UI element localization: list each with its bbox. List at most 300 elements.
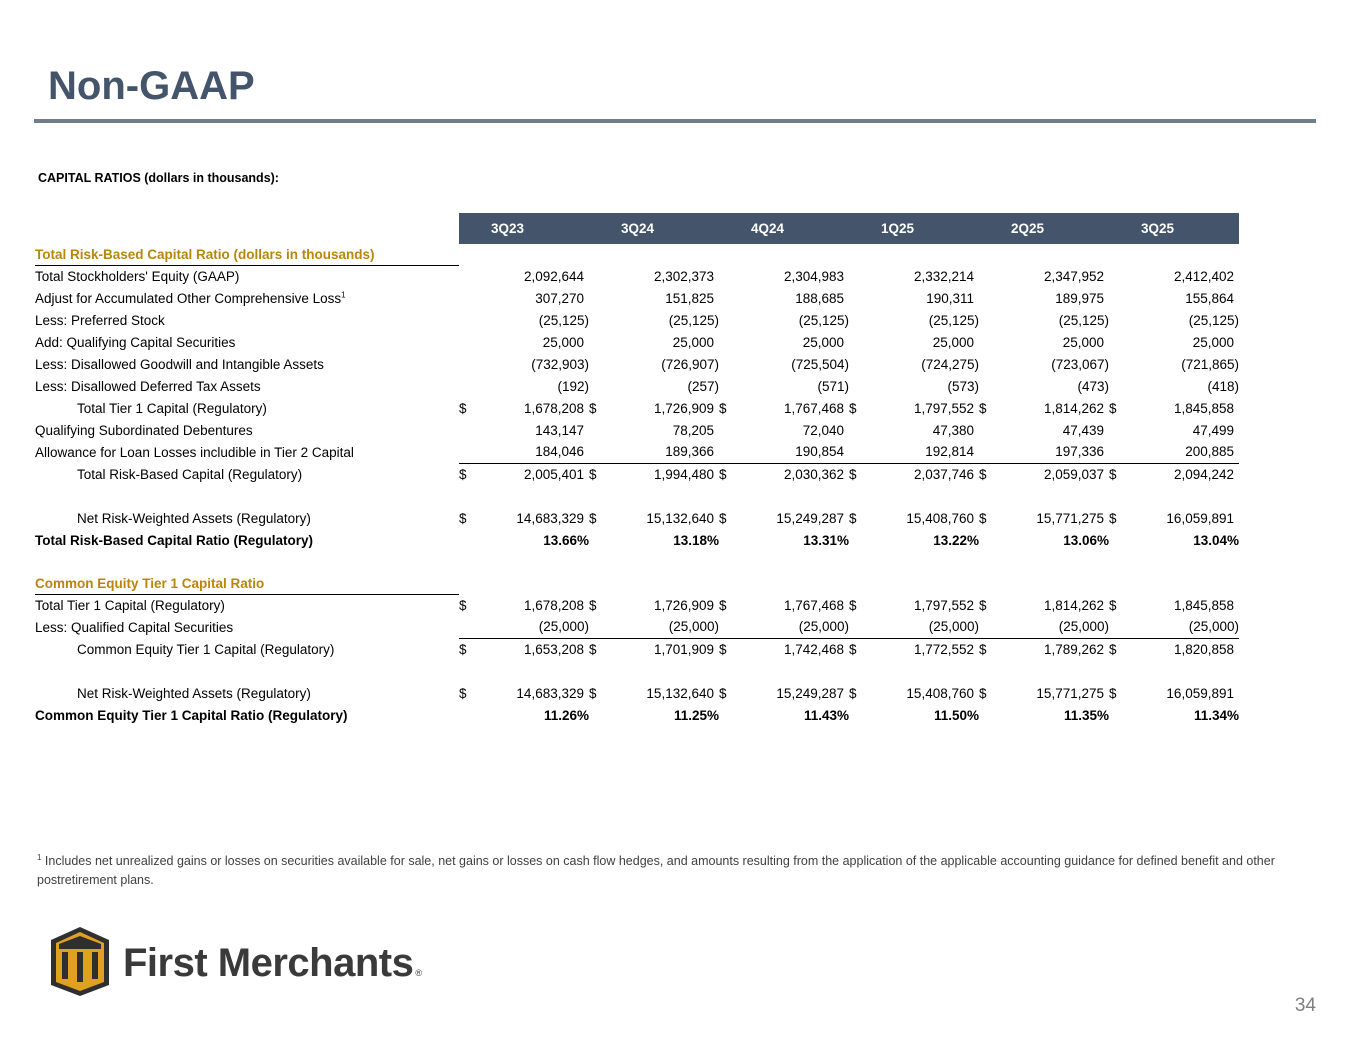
value-cell	[1123, 353, 1239, 375]
dollar-sign: $	[979, 641, 987, 657]
cell-value: (25,125)	[1058, 312, 1109, 328]
value-cell	[863, 616, 979, 638]
cell-value: 2,005,401	[523, 466, 584, 482]
building-columns-icon	[49, 925, 111, 997]
dollar-sign	[589, 616, 603, 638]
dollar-sign	[1109, 441, 1123, 463]
empty-cell	[733, 573, 849, 594]
period-header: 1Q25	[849, 213, 979, 244]
section-heading: Total Risk-Based Capital Ratio (dollars in thousands)	[35, 244, 459, 265]
dollar-sign	[1109, 265, 1123, 287]
value-cell	[473, 704, 589, 726]
section-heading: Common Equity Tier 1 Capital Ratio	[35, 573, 459, 594]
value-cell	[473, 287, 589, 309]
cell-value: 16,059,891	[1166, 685, 1234, 701]
cell-value: 11.26%	[543, 707, 589, 723]
capital-ratios-table	[35, 213, 1239, 726]
value-cell	[733, 353, 849, 375]
empty-cell	[603, 573, 719, 594]
dollar-sign: $	[979, 400, 987, 416]
dollar-sign	[719, 441, 733, 463]
dollar-sign	[719, 704, 733, 726]
empty-cell	[849, 244, 863, 265]
dollar-sign	[979, 265, 993, 287]
spacer-row	[35, 485, 1239, 507]
dollar-sign: $	[589, 400, 597, 416]
row-label	[35, 265, 459, 287]
dollar-sign	[459, 704, 473, 726]
value-cell	[863, 463, 979, 485]
cell-value: (25,000)	[928, 619, 979, 635]
cell-value: (25,000)	[798, 619, 849, 635]
cell-value: 143,147	[535, 422, 584, 438]
cell-value: (25,125)	[668, 312, 719, 328]
cell-value: 197,336	[1055, 444, 1104, 460]
empty-cell	[1109, 244, 1123, 265]
dollar-sign: $	[719, 597, 727, 613]
period-header: 3Q24	[589, 213, 719, 244]
cell-value: 307,270	[535, 290, 584, 306]
value-cell	[863, 704, 979, 726]
value-cell	[733, 616, 849, 638]
value-cell	[473, 419, 589, 441]
cell-value: 15,249,287	[776, 685, 844, 701]
dollar-sign	[719, 353, 733, 375]
dollar-sign	[979, 309, 993, 331]
value-cell	[473, 353, 589, 375]
dollar-sign	[849, 419, 863, 441]
value-cell	[993, 463, 1109, 485]
dollar-sign	[459, 287, 473, 309]
value-cell	[1123, 441, 1239, 463]
cell-value: (25,125)	[538, 312, 589, 328]
page-number: 34	[1294, 995, 1316, 1016]
value-cell	[603, 704, 719, 726]
value-cell	[473, 529, 589, 551]
row-label-text: Less: Disallowed Deferred Tax Assets	[35, 378, 261, 394]
cell-value: 190,311	[926, 290, 974, 306]
table-row	[35, 463, 1239, 485]
empty-cell	[459, 244, 473, 265]
cell-value: 25,000	[802, 334, 844, 350]
dollar-sign: $	[1109, 597, 1117, 613]
row-label	[35, 331, 459, 353]
row-label	[35, 507, 459, 529]
dollar-sign: $	[589, 466, 597, 482]
value-cell	[863, 594, 979, 616]
dollar-sign: $	[459, 641, 467, 657]
value-cell	[993, 529, 1109, 551]
value-cell	[863, 353, 979, 375]
dollar-sign	[1109, 375, 1123, 397]
table-row	[35, 331, 1239, 353]
cell-value: 2,092,644	[523, 268, 584, 284]
footnote-mark: 1	[37, 853, 42, 862]
dollar-sign	[459, 441, 473, 463]
dollar-sign	[589, 309, 603, 331]
dollar-sign	[719, 309, 733, 331]
value-cell	[473, 594, 589, 616]
cell-value: 188,685	[795, 290, 844, 306]
cell-value: 78,205	[672, 422, 714, 438]
title-divider	[34, 119, 1316, 123]
row-label-text: Total Tier 1 Capital (Regulatory)	[35, 597, 225, 613]
empty-cell	[589, 244, 603, 265]
row-label-text: Adjust for Accumulated Other Comprehensive Loss	[35, 290, 342, 306]
value-cell	[1123, 616, 1239, 638]
dollar-sign: $	[849, 510, 857, 526]
section-caption: CAPITAL RATIOS (dollars in thousands):	[38, 171, 279, 185]
value-cell	[1123, 375, 1239, 397]
value-cell	[603, 507, 719, 529]
brand-logo	[49, 925, 422, 997]
cell-value: (25,000)	[538, 619, 589, 635]
dollar-sign	[459, 529, 473, 551]
section-heading-row	[35, 573, 1239, 594]
table-row	[35, 638, 1239, 660]
cell-value: 11.34%	[1193, 707, 1239, 723]
empty-cell	[1123, 244, 1239, 265]
dollar-sign	[459, 375, 473, 397]
spacer-cell	[35, 551, 1239, 573]
dollar-sign	[849, 375, 863, 397]
cell-value: 151,825	[665, 290, 714, 306]
value-cell	[993, 265, 1109, 287]
dollar-sign: $	[1109, 400, 1117, 416]
value-cell	[993, 287, 1109, 309]
value-cell	[863, 375, 979, 397]
cell-value: 1,820,858	[1173, 641, 1234, 657]
value-cell	[1123, 287, 1239, 309]
cell-value: (25,000)	[1058, 619, 1109, 635]
row-label-text: Net Risk-Weighted Assets (Regulatory)	[77, 510, 311, 526]
value-cell	[993, 309, 1109, 331]
dollar-sign: $	[459, 510, 467, 526]
value-cell	[1123, 463, 1239, 485]
cell-value: (726,907)	[661, 356, 719, 372]
cell-value: 14,683,329	[516, 510, 584, 526]
value-cell	[733, 704, 849, 726]
dollar-sign	[719, 375, 733, 397]
cell-value: 25,000	[1062, 334, 1104, 350]
empty-cell	[863, 244, 979, 265]
dollar-sign	[849, 616, 863, 638]
cell-value: 1,726,909	[653, 400, 714, 416]
cell-value: 1,726,909	[653, 597, 714, 613]
cell-value: 189,366	[665, 444, 714, 460]
cell-value: (25,125)	[1188, 312, 1239, 328]
value-cell	[993, 638, 1109, 660]
dollar-sign	[849, 353, 863, 375]
dollar-sign: $	[589, 597, 597, 613]
dollar-sign	[979, 353, 993, 375]
empty-cell	[459, 573, 473, 594]
cell-value: 11.25%	[673, 707, 719, 723]
dollar-sign	[589, 419, 603, 441]
value-cell	[863, 419, 979, 441]
value-cell	[993, 375, 1109, 397]
value-cell	[473, 331, 589, 353]
value-cell	[993, 419, 1109, 441]
cell-value: 1,845,858	[1173, 597, 1234, 613]
row-label-text: Add: Qualifying Capital Securities	[35, 334, 236, 350]
cell-value: 2,059,037	[1043, 466, 1104, 482]
value-cell	[733, 309, 849, 331]
cell-value: 13.18%	[673, 532, 719, 548]
value-cell	[733, 463, 849, 485]
cell-value: 1,678,208	[523, 400, 584, 416]
table-row	[35, 594, 1239, 616]
dollar-sign	[979, 704, 993, 726]
dollar-sign: $	[459, 400, 467, 416]
dollar-sign: $	[719, 641, 727, 657]
dollar-sign: $	[979, 466, 987, 482]
dollar-sign	[589, 529, 603, 551]
row-label	[35, 463, 459, 485]
cell-value: 190,854	[795, 444, 844, 460]
spacer-row	[35, 660, 1239, 682]
value-cell	[603, 331, 719, 353]
dollar-sign	[719, 529, 733, 551]
cell-value: 13.22%	[933, 532, 979, 548]
dollar-sign	[589, 375, 603, 397]
value-cell	[863, 397, 979, 419]
value-cell	[603, 265, 719, 287]
value-cell	[993, 616, 1109, 638]
value-cell	[863, 638, 979, 660]
value-cell	[473, 638, 589, 660]
dollar-sign	[979, 331, 993, 353]
value-cell	[473, 375, 589, 397]
cell-value: 1,797,552	[913, 400, 974, 416]
dollar-sign	[1109, 616, 1123, 638]
dollar-sign	[719, 419, 733, 441]
dollar-sign: $	[719, 685, 727, 701]
dollar-sign	[459, 309, 473, 331]
dollar-sign: $	[979, 597, 987, 613]
dollar-sign	[1109, 309, 1123, 331]
cell-value: 13.66%	[543, 532, 589, 548]
footnote-reference: 1	[341, 290, 346, 299]
row-label-text: Less: Qualified Capital Securities	[35, 619, 234, 635]
table-row	[35, 265, 1239, 287]
value-cell	[863, 529, 979, 551]
value-cell	[1123, 331, 1239, 353]
cell-value: 47,499	[1192, 422, 1234, 438]
cell-value: 25,000	[1192, 334, 1234, 350]
dollar-sign	[979, 441, 993, 463]
table-row	[35, 419, 1239, 441]
dollar-sign: $	[589, 641, 597, 657]
dollar-sign	[589, 441, 603, 463]
empty-cell	[1109, 573, 1123, 594]
period-header-row	[35, 213, 1239, 244]
dollar-sign: $	[589, 510, 597, 526]
value-cell	[733, 265, 849, 287]
cell-value: (25,000)	[668, 619, 719, 635]
value-cell	[733, 331, 849, 353]
dollar-sign	[1109, 353, 1123, 375]
cell-value: (571)	[817, 378, 849, 394]
cell-value: 15,132,640	[646, 510, 714, 526]
value-cell	[473, 463, 589, 485]
value-cell	[1123, 397, 1239, 419]
value-cell	[603, 375, 719, 397]
value-cell	[1123, 309, 1239, 331]
value-cell	[1123, 638, 1239, 660]
value-cell	[863, 265, 979, 287]
empty-cell	[863, 573, 979, 594]
cell-value: 155,864	[1185, 290, 1234, 306]
table-row	[35, 353, 1239, 375]
value-cell	[993, 397, 1109, 419]
value-cell	[603, 287, 719, 309]
value-cell	[733, 638, 849, 660]
cell-value: (25,125)	[928, 312, 979, 328]
dollar-sign	[849, 441, 863, 463]
table-row	[35, 287, 1239, 309]
dollar-sign	[979, 287, 993, 309]
cell-value: 15,408,760	[906, 685, 974, 701]
row-label-text: Net Risk-Weighted Assets (Regulatory)	[77, 685, 311, 701]
value-cell	[603, 397, 719, 419]
table-row	[35, 441, 1239, 463]
cell-value: 1,994,480	[653, 466, 714, 482]
value-cell	[1123, 529, 1239, 551]
value-cell	[733, 419, 849, 441]
empty-cell	[993, 573, 1109, 594]
cell-value: 2,302,373	[653, 268, 714, 284]
value-cell	[603, 616, 719, 638]
row-label	[35, 287, 459, 309]
dollar-sign: $	[849, 466, 857, 482]
dollar-sign	[719, 265, 733, 287]
value-cell	[603, 353, 719, 375]
cell-value: (257)	[687, 378, 719, 394]
cell-value: 1,814,262	[1043, 400, 1104, 416]
value-cell	[863, 331, 979, 353]
row-label-text: Less: Preferred Stock	[35, 312, 165, 328]
value-cell	[603, 441, 719, 463]
dollar-sign	[459, 616, 473, 638]
row-label	[35, 397, 459, 419]
value-cell	[993, 353, 1109, 375]
cell-value: 2,347,952	[1043, 268, 1104, 284]
period-header: 2Q25	[979, 213, 1109, 244]
cell-value: 1,742,468	[783, 641, 844, 657]
empty-cell	[603, 244, 719, 265]
cell-value: (25,125)	[798, 312, 849, 328]
value-cell	[993, 682, 1109, 704]
cell-value: 184,046	[535, 444, 584, 460]
dollar-sign: $	[719, 400, 727, 416]
table-row	[35, 704, 1239, 726]
cell-value: 15,132,640	[646, 685, 714, 701]
value-cell	[733, 397, 849, 419]
value-cell	[993, 441, 1109, 463]
dollar-sign: $	[459, 685, 467, 701]
row-label	[35, 419, 459, 441]
dollar-sign	[589, 265, 603, 287]
dollar-sign: $	[849, 641, 857, 657]
value-cell	[863, 507, 979, 529]
dollar-sign: $	[1109, 466, 1117, 482]
dollar-sign: $	[589, 685, 597, 701]
cell-value: 1,767,468	[783, 597, 844, 613]
dollar-sign	[589, 331, 603, 353]
row-label-text: Common Equity Tier 1 Capital Ratio (Regulatory)	[35, 707, 348, 723]
cell-value: (721,865)	[1181, 356, 1239, 372]
dollar-sign	[459, 419, 473, 441]
dollar-sign	[459, 353, 473, 375]
value-cell	[863, 287, 979, 309]
cell-value: 2,037,746	[913, 466, 974, 482]
table-row	[35, 529, 1239, 551]
dollar-sign: $	[719, 510, 727, 526]
dollar-sign: $	[849, 400, 857, 416]
cell-value: 25,000	[932, 334, 974, 350]
row-label-text: Total Stockholders' Equity (GAAP)	[35, 268, 240, 284]
value-cell	[1123, 419, 1239, 441]
cell-value: (723,067)	[1051, 356, 1109, 372]
row-label	[35, 353, 459, 375]
footnote	[37, 848, 1317, 890]
footnote-text: Includes net unrealized gains or losses on securities available for sale, net gains or losses on cash flow hedges, and amounts resulting from the application of the applicable accounting guidance for defined benefit and other postretirement plans.	[37, 854, 1275, 888]
dollar-sign	[979, 616, 993, 638]
dollar-sign: $	[459, 597, 467, 613]
empty-cell	[849, 573, 863, 594]
dollar-sign	[1109, 529, 1123, 551]
empty-cell	[719, 573, 733, 594]
value-cell	[603, 594, 719, 616]
value-cell	[603, 463, 719, 485]
empty-cell	[473, 244, 589, 265]
value-cell	[863, 309, 979, 331]
cell-value: 1,797,552	[913, 597, 974, 613]
table-row	[35, 309, 1239, 331]
spacer-cell	[35, 485, 1239, 507]
empty-cell	[473, 573, 589, 594]
dollar-sign: $	[849, 685, 857, 701]
value-cell	[603, 638, 719, 660]
cell-value: 1,653,208	[523, 641, 584, 657]
value-cell	[1123, 704, 1239, 726]
row-label	[35, 375, 459, 397]
value-cell	[993, 507, 1109, 529]
empty-cell	[979, 573, 993, 594]
spacer-cell	[35, 660, 1239, 682]
cell-value: 15,249,287	[776, 510, 844, 526]
value-cell	[733, 507, 849, 529]
dollar-sign: $	[1109, 510, 1117, 526]
dollar-sign	[849, 287, 863, 309]
dollar-sign: $	[719, 466, 727, 482]
cell-value: 2,094,242	[1173, 466, 1234, 482]
page-title: Non-GAAP	[48, 64, 255, 108]
table-row	[35, 682, 1239, 704]
row-label	[35, 704, 459, 726]
cell-value: 1,678,208	[523, 597, 584, 613]
cell-value: (724,275)	[921, 356, 979, 372]
row-label	[35, 682, 459, 704]
dollar-sign: $	[1109, 685, 1117, 701]
row-label	[35, 594, 459, 616]
period-header: 4Q24	[719, 213, 849, 244]
dollar-sign	[1109, 331, 1123, 353]
value-cell	[603, 529, 719, 551]
row-label	[35, 441, 459, 463]
value-cell	[733, 441, 849, 463]
